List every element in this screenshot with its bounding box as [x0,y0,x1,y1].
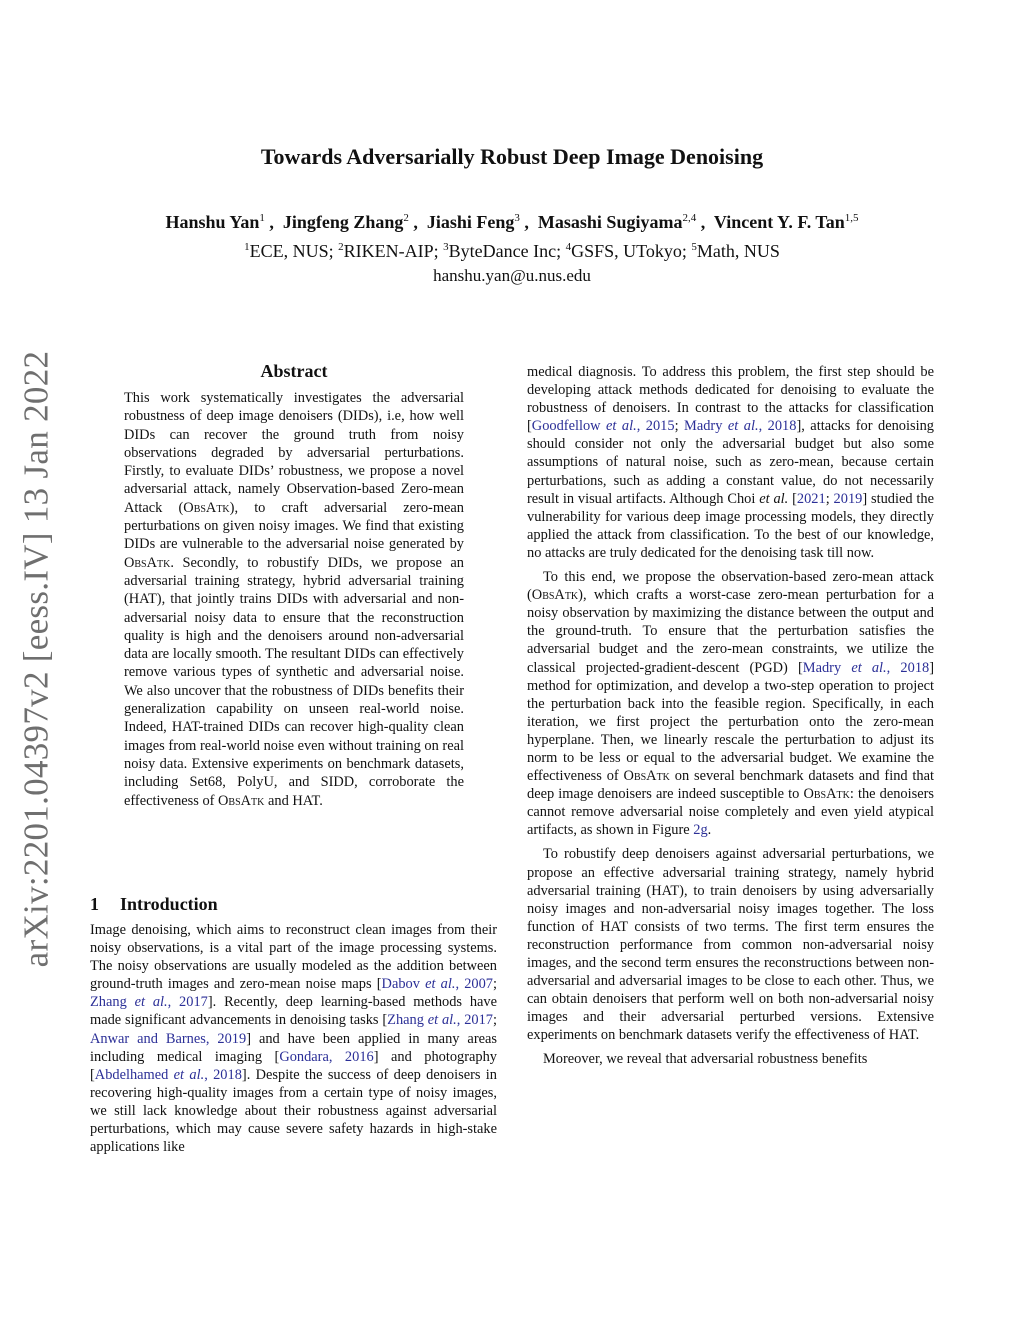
author-name: Jiashi Feng [426,212,515,232]
abstract-body [124,389,464,810]
intro-left-column [90,921,497,1156]
body-text-italic: et al. [759,490,789,507]
citation-link[interactable]: Abdelhamed et al., 2018 [94,1066,242,1083]
author-superscript: 2,4 [682,212,697,224]
body-paragraph [527,568,934,839]
citation-link[interactable]: Anwar and Barnes, 2019 [90,1030,247,1047]
abstract-text: This work systematically investigates the adversarial robustness of deep image denoisers (DIDs), i.e, how well DIDs can recover the ground truth from noisy observations degraded by adversarial perturbations. Firstly, to evaluate DIDs’ robustness, we propose a novel adversarial attack, namely Observation-based Zero-mean Attack ( [124,390,464,516]
body-text: . [707,822,712,839]
citation-link[interactable]: 2019 [833,490,863,507]
section-number: 1 [90,894,99,914]
affiliation-superscript: 3 [443,241,449,253]
affiliation-name: ECE, NUS [249,241,329,261]
abstract-text: and HAT. [264,792,323,809]
body-text: [ [788,490,797,507]
author-name: Vincent Y. F. Tan [713,212,845,232]
body-text: ; [492,976,497,993]
author-superscript: 2 [403,212,409,224]
method-name: ObsAtk [124,554,171,571]
abstract-paragraph [124,389,464,810]
body-text: ), which crafts a worst-case zero-mean perturbation for a noisy observation by maximizing the distance between the output and the ground-truth. To ensure that the perturbation satisfies the adversarial budget and the zero-mean constraints, we utilize the classical projected-gradient-descent (PGD) [ [527,587,934,676]
body-text: ] and photography [ [90,1048,497,1083]
body-paragraph [527,363,934,562]
body-paragraph: Moreover, we reveal that adversarial robustness benefits [543,1051,868,1068]
body-text: To this end, we propose the observation-based zero-mean attack ( [527,569,934,604]
body-text: ]. Despite the success of deep denoisers in recovering high-quality images from a certain type of noisy images, we still lack knowledge about their robustness against adversarial perturbations, which may cause severe safety hazards in high-stake applications like [90,1066,498,1156]
citation-link[interactable]: Dabov et al., 2007 [381,976,493,993]
affiliation-superscript: 2 [338,241,344,253]
method-name: ObsAtk [623,768,670,785]
citation-link[interactable]: Goodfellow et al., 2015 [531,418,675,435]
author-superscript: 3 [514,212,520,224]
abstract-text: ), to craft adversarial zero-mean perturbations on given noisy images. We find that existing DIDs are vulnerable to the adversarial noise generated by [124,499,465,553]
body-text: ; [493,1012,497,1029]
method-name: ObsAtk [803,786,850,803]
section-title: Introduction [120,894,218,914]
body-text: ] method for optimization, and develop a two-step operation to project the perturbation back into the feasible region. Specifically, in each iteration, we first project the perturbation onto the zero-mean hyperplane. Then, we linearly rescale the perturbation to adjust its norm to be less or equal to the adversarial budget. We examine the effectiveness of [527,659,934,785]
intro-right-column [527,363,934,1069]
affiliation-superscript: 4 [565,241,572,253]
author-superscript: 1,5 [844,212,859,224]
citation-link[interactable]: Madry et al., 2018 [684,418,797,435]
method-name: ObsAtk [531,587,579,604]
abstract-text: . Secondly, to robustify DIDs, we propose an adversarial training strategy, hybrid adversarial training (HAT), that jointly trains DIDs with adversarial and non-adversarial noisy data to ensure that the reconstruction quality is high and the denoisers around non-adversarial data are locally smooth. The resultant DIDs can effectively remove various types of synthetic and adversarial noise. We also uncover that the robustness of DIDs benefits their generalization capability on unseen real-world noise. Indeed, HAT-trained DIDs can recover high-quality clean images from real-world noise even without training on real noisy data. Extensive experiments on benchmark datasets, including Set68, PolyU, and SIDD, corroborate the effectiveness of [124,554,464,809]
method-name: ObsAtk [183,499,230,516]
author-name: Masashi Sugiyama [537,212,683,232]
body-text: : the denoisers cannot remove adversarial noise completely and even yield atypical artifacts, as shown in Figure [527,786,934,839]
body-text: on several benchmark datasets and find that deep image denoisers are indeed susceptible to [527,768,935,803]
affiliation-name: RIKEN-AIP [343,241,434,261]
affiliation-superscript: 1 [244,241,250,253]
author-name: Jingfeng Zhang [282,212,404,232]
affiliations: $^1$ECE, NUS; $^2$RIKEN-AIP; $^3$ByteDance Inc; $^4$GSFS, UTokyo; $^5$Math, NUS [244,241,780,261]
body-text: medical diagnosis. To address this problem, the first step should be developing attack methods dedicated for denoising to evaluate the robustness of denoisers. In contrast to the attacks for classification [ [527,364,934,435]
affiliation-superscript: 5 [691,241,697,253]
author-name: Hanshu Yan [165,212,260,232]
citation-link[interactable]: Gondara, 2016 [279,1048,374,1065]
body-text: ] studied the vulnerability for various deep image processing models, they directly applied the attack from classification. To the best of our knowledge, no attacks are truly dedicated for the denoising task till now. [527,490,934,561]
affiliation-name: ByteDance Inc [448,241,557,261]
method-name: ObsAtk [218,792,265,809]
body-text: ]. Recently, deep learning-based methods have made significant advancements in denoising tasks [ [90,994,497,1029]
body-text: ; [674,418,685,435]
affiliation-name: Math, NUS [696,241,780,261]
author-email: hanshu.yan@u.nus.edu [433,266,591,285]
paper-title: Towards Adversarially Robust Deep Image Denoising [260,144,764,169]
figure-reference-link[interactable]: 2g [693,822,708,839]
author-list: Hanshu Yan$^1$ , Jingfeng Zhang$^2$ , Jiashi Feng$^3$ , Masashi Sugiyama$^{2,4}$ , Vincent Y. F. Tan$^{1,5}$ [165,212,859,232]
affiliation-name: GSFS, UTokyo [571,241,682,261]
citation-link[interactable]: 2021 [796,490,826,507]
body-paragraph [90,921,497,1156]
arxiv-sidebar [12,350,60,968]
author-superscript: 1 [259,212,265,224]
abstract-heading: Abstract [260,361,328,381]
body-text: ; [825,490,834,507]
body-text: Image denoising, which aims to reconstruct clean images from their noisy observations, is a vital part of the image processing systems. The noisy observations are usually modeled as the addition between ground-truth images and zero-mean noise maps [ [90,922,497,993]
citation-link[interactable]: Zhang et al., 2017 [90,994,208,1011]
body-text: ] and have been applied in many areas including medical imaging [ [90,1030,497,1065]
body-text: ], attacks for denoising should consider not only the adversarial budget but also some assumptions of natural noise, such as zero-mean, because certain perturbations, such as adding a constant value, do not necessarily result in visual artifacts. Although Choi [527,418,934,507]
arxiv-identifier: arXiv:2201.04397v2 [eess.IV] 13 Jan 2022 [16,350,55,968]
section-heading [90,894,490,915]
citation-link[interactable]: Madry et al., 2018 [802,659,930,676]
body-paragraph: To robustify deep denoisers against adversarial perturbations, we propose an effective adversarial training strategy, namely hybrid adversarial training (HAT), to train denoisers by using adversarially noisy images and non-adversarial noisy images together. The loss function of HAT consists of two terms. The first term ensures the reconstruction performance from common non-adversarial noisy images, and the second term ensures the reconstructions between non-adversarial and adversarial images to be close to each other. Thus, we can obtain denoisers that perform well on both non-adversarial noisy images and their adversarial perturbed versions. Extensive experiments on benchmark datasets verify the effectiveness of HAT. [527,846,934,1044]
citation-link[interactable]: Zhang et al., 2017 [387,1012,493,1029]
